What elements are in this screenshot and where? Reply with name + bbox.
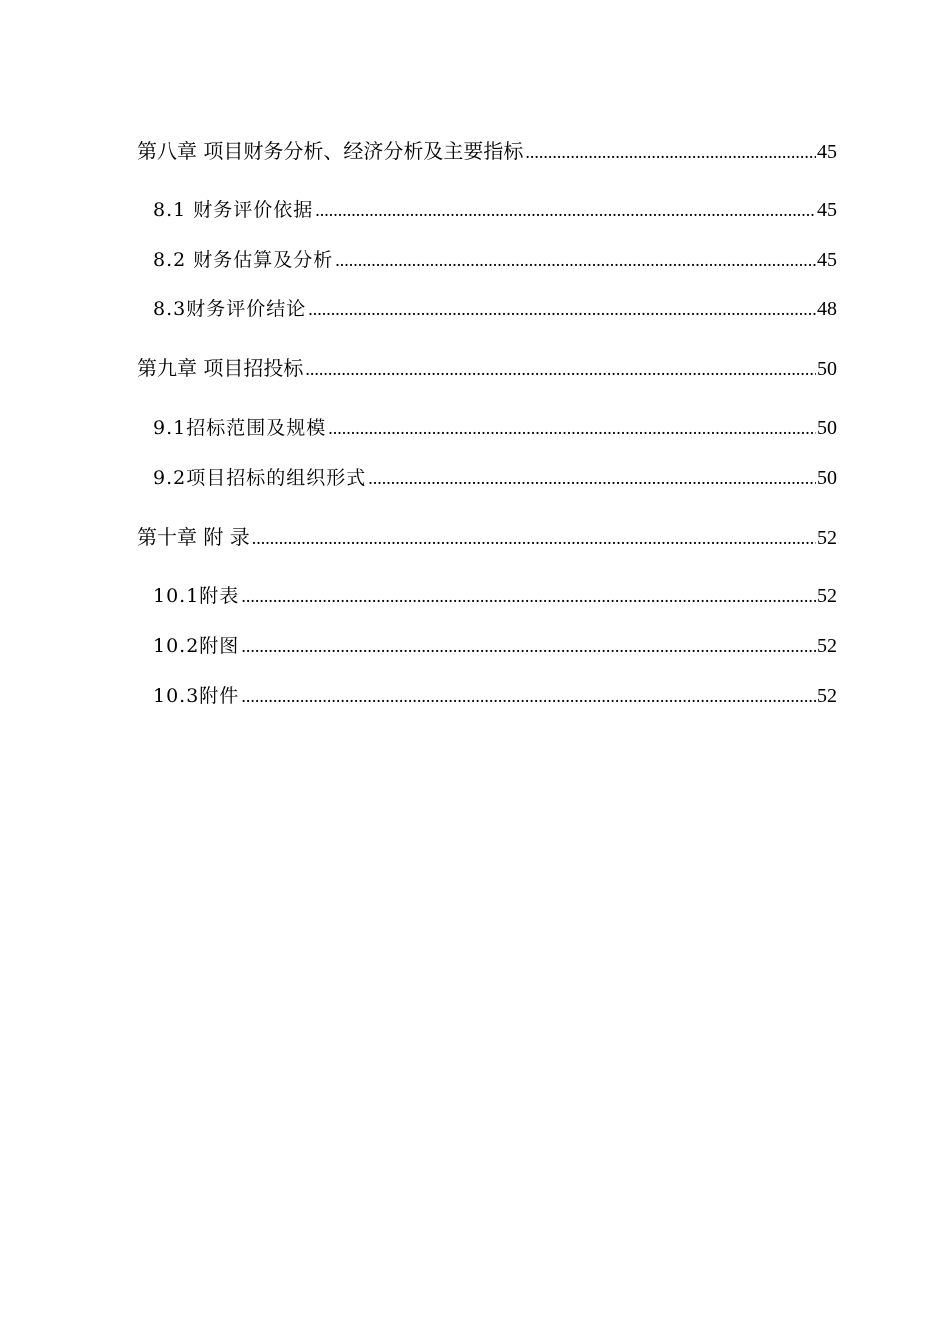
toc-entry-label: 第十章 附 录 <box>137 525 250 549</box>
toc-dot-leader <box>308 294 816 324</box>
toc-page-number: 45 <box>817 249 837 271</box>
toc-page-number: 52 <box>817 685 837 707</box>
toc-page-number: 50 <box>817 417 837 439</box>
toc-dot-leader <box>241 581 816 611</box>
toc-dot-leader <box>241 681 816 711</box>
toc-page-number: 52 <box>817 635 837 657</box>
toc-page-number: 52 <box>817 527 837 549</box>
toc-dot-leader <box>368 463 816 493</box>
toc-dot-leader <box>525 137 816 166</box>
toc-dot-leader <box>335 245 816 275</box>
toc-entry-section-9-2[interactable] <box>153 463 837 493</box>
toc-entry-section-10-3[interactable] <box>153 681 837 711</box>
toc-entry-section-8-2[interactable] <box>153 245 837 275</box>
toc-entry-section-10-2[interactable] <box>153 631 837 661</box>
toc-entry-label: 9.1招标范围及规模 <box>153 417 327 439</box>
toc-dot-leader <box>315 195 816 225</box>
toc-page-number: 50 <box>817 358 837 380</box>
toc-dot-leader <box>305 354 816 383</box>
toc-entry-label: 8.1 财务评价依据 <box>153 199 314 221</box>
toc-dot-leader <box>328 413 816 443</box>
toc-page-number: 48 <box>817 298 837 320</box>
toc-entry-label: 第九章 项目招投标 <box>137 356 304 380</box>
toc-entry-chapter-9[interactable] <box>137 353 837 383</box>
toc-entry-chapter-8[interactable] <box>137 136 837 166</box>
toc-entry-label: 10.2附图 <box>153 635 240 657</box>
toc-entry-label: 8.3财务评价结论 <box>153 298 307 320</box>
toc-entry-label: 9.2项目招标的组织形式 <box>153 467 367 489</box>
toc-entry-section-8-3[interactable] <box>153 294 837 324</box>
toc-entry-section-8-1[interactable] <box>153 195 837 225</box>
toc-page-number: 45 <box>817 141 837 163</box>
toc-entry-section-9-1[interactable] <box>153 413 837 443</box>
toc-entry-label: 10.3附件 <box>153 685 240 707</box>
toc-entry-chapter-10[interactable] <box>137 522 837 552</box>
toc-entry-label: 第八章 项目财务分析、经济分析及主要指标 <box>137 139 524 163</box>
toc-entry-label: 10.1附表 <box>153 585 240 607</box>
toc-dot-leader <box>241 631 816 661</box>
toc-page-number: 45 <box>817 199 837 221</box>
toc-page-number: 52 <box>817 585 837 607</box>
toc-page-number: 50 <box>817 467 837 489</box>
toc-entry-label: 8.2 财务估算及分析 <box>153 249 334 271</box>
toc-dot-leader <box>252 523 816 552</box>
toc-entry-section-10-1[interactable] <box>153 581 837 611</box>
